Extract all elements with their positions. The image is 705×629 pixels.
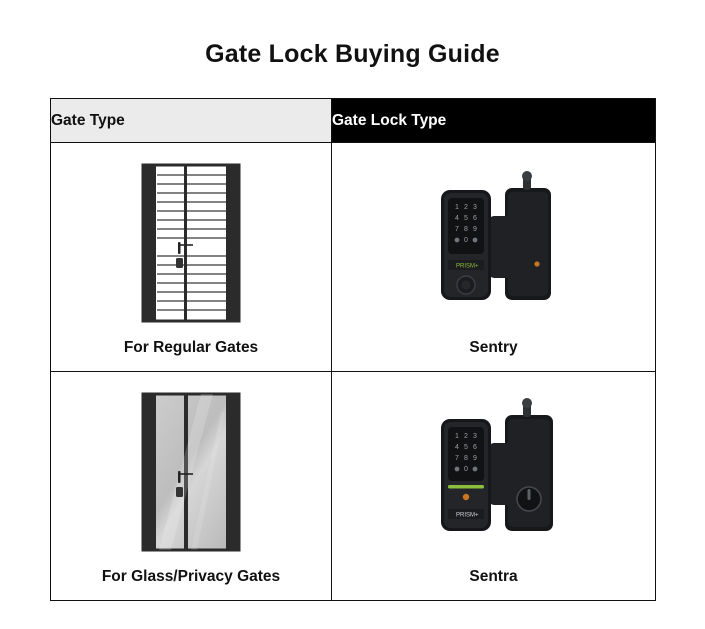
svg-text:3: 3 — [472, 204, 477, 211]
svg-text:0: 0 — [463, 237, 468, 244]
svg-text:8: 8 — [463, 226, 468, 233]
svg-text:4: 4 — [454, 215, 459, 222]
table-row — [51, 143, 656, 372]
svg-text:0: 0 — [463, 466, 468, 473]
svg-text:6: 6 — [472, 215, 477, 222]
svg-text:5: 5 — [463, 444, 468, 451]
svg-text:8: 8 — [463, 455, 468, 462]
svg-text:4: 4 — [454, 444, 459, 451]
column-header-gate-type: Gate Type — [51, 99, 332, 143]
glass-privacy-gate-illustration — [51, 380, 331, 564]
svg-text:9: 9 — [472, 455, 477, 462]
svg-text:2: 2 — [463, 204, 468, 211]
table-row — [51, 372, 656, 601]
table-body — [51, 143, 656, 601]
buying-guide-table-wrapper — [50, 98, 655, 601]
buying-guide-table — [50, 98, 656, 601]
smart-lock-sentry-illustration — [332, 151, 655, 335]
cell-gate-type-glass — [51, 372, 332, 601]
svg-text:9: 9 — [472, 226, 477, 233]
svg-text:3: 3 — [472, 433, 477, 440]
page-title: Gate Lock Buying Guide — [205, 40, 500, 68]
cell-lock-sentry — [332, 143, 656, 372]
svg-text:5: 5 — [463, 215, 468, 222]
cell-lock-sentra — [332, 372, 656, 601]
svg-text:6: 6 — [472, 444, 477, 451]
svg-text:7: 7 — [454, 226, 459, 233]
caption-lock-sentra: Sentra — [469, 568, 518, 585]
svg-text:2: 2 — [463, 433, 468, 440]
table-header — [51, 99, 656, 143]
caption-gate-type-regular: For Regular Gates — [123, 339, 259, 356]
caption-lock-sentry: Sentry — [469, 339, 518, 356]
svg-text:1: 1 — [454, 204, 459, 211]
smart-lock-sentra-illustration — [332, 380, 655, 564]
svg-text:1: 1 — [454, 433, 459, 440]
svg-text:PRISM+: PRISM+ — [455, 263, 479, 270]
svg-text:PRISM+: PRISM+ — [455, 512, 479, 519]
grille-gate-illustration — [51, 151, 331, 335]
column-header-gate-lock-type: Gate Lock Type — [332, 99, 656, 143]
svg-text:7: 7 — [454, 455, 459, 462]
cell-gate-type-regular — [51, 143, 332, 372]
caption-gate-type-glass: For Glass/Privacy Gates — [101, 568, 281, 585]
table-header-row — [51, 99, 656, 143]
